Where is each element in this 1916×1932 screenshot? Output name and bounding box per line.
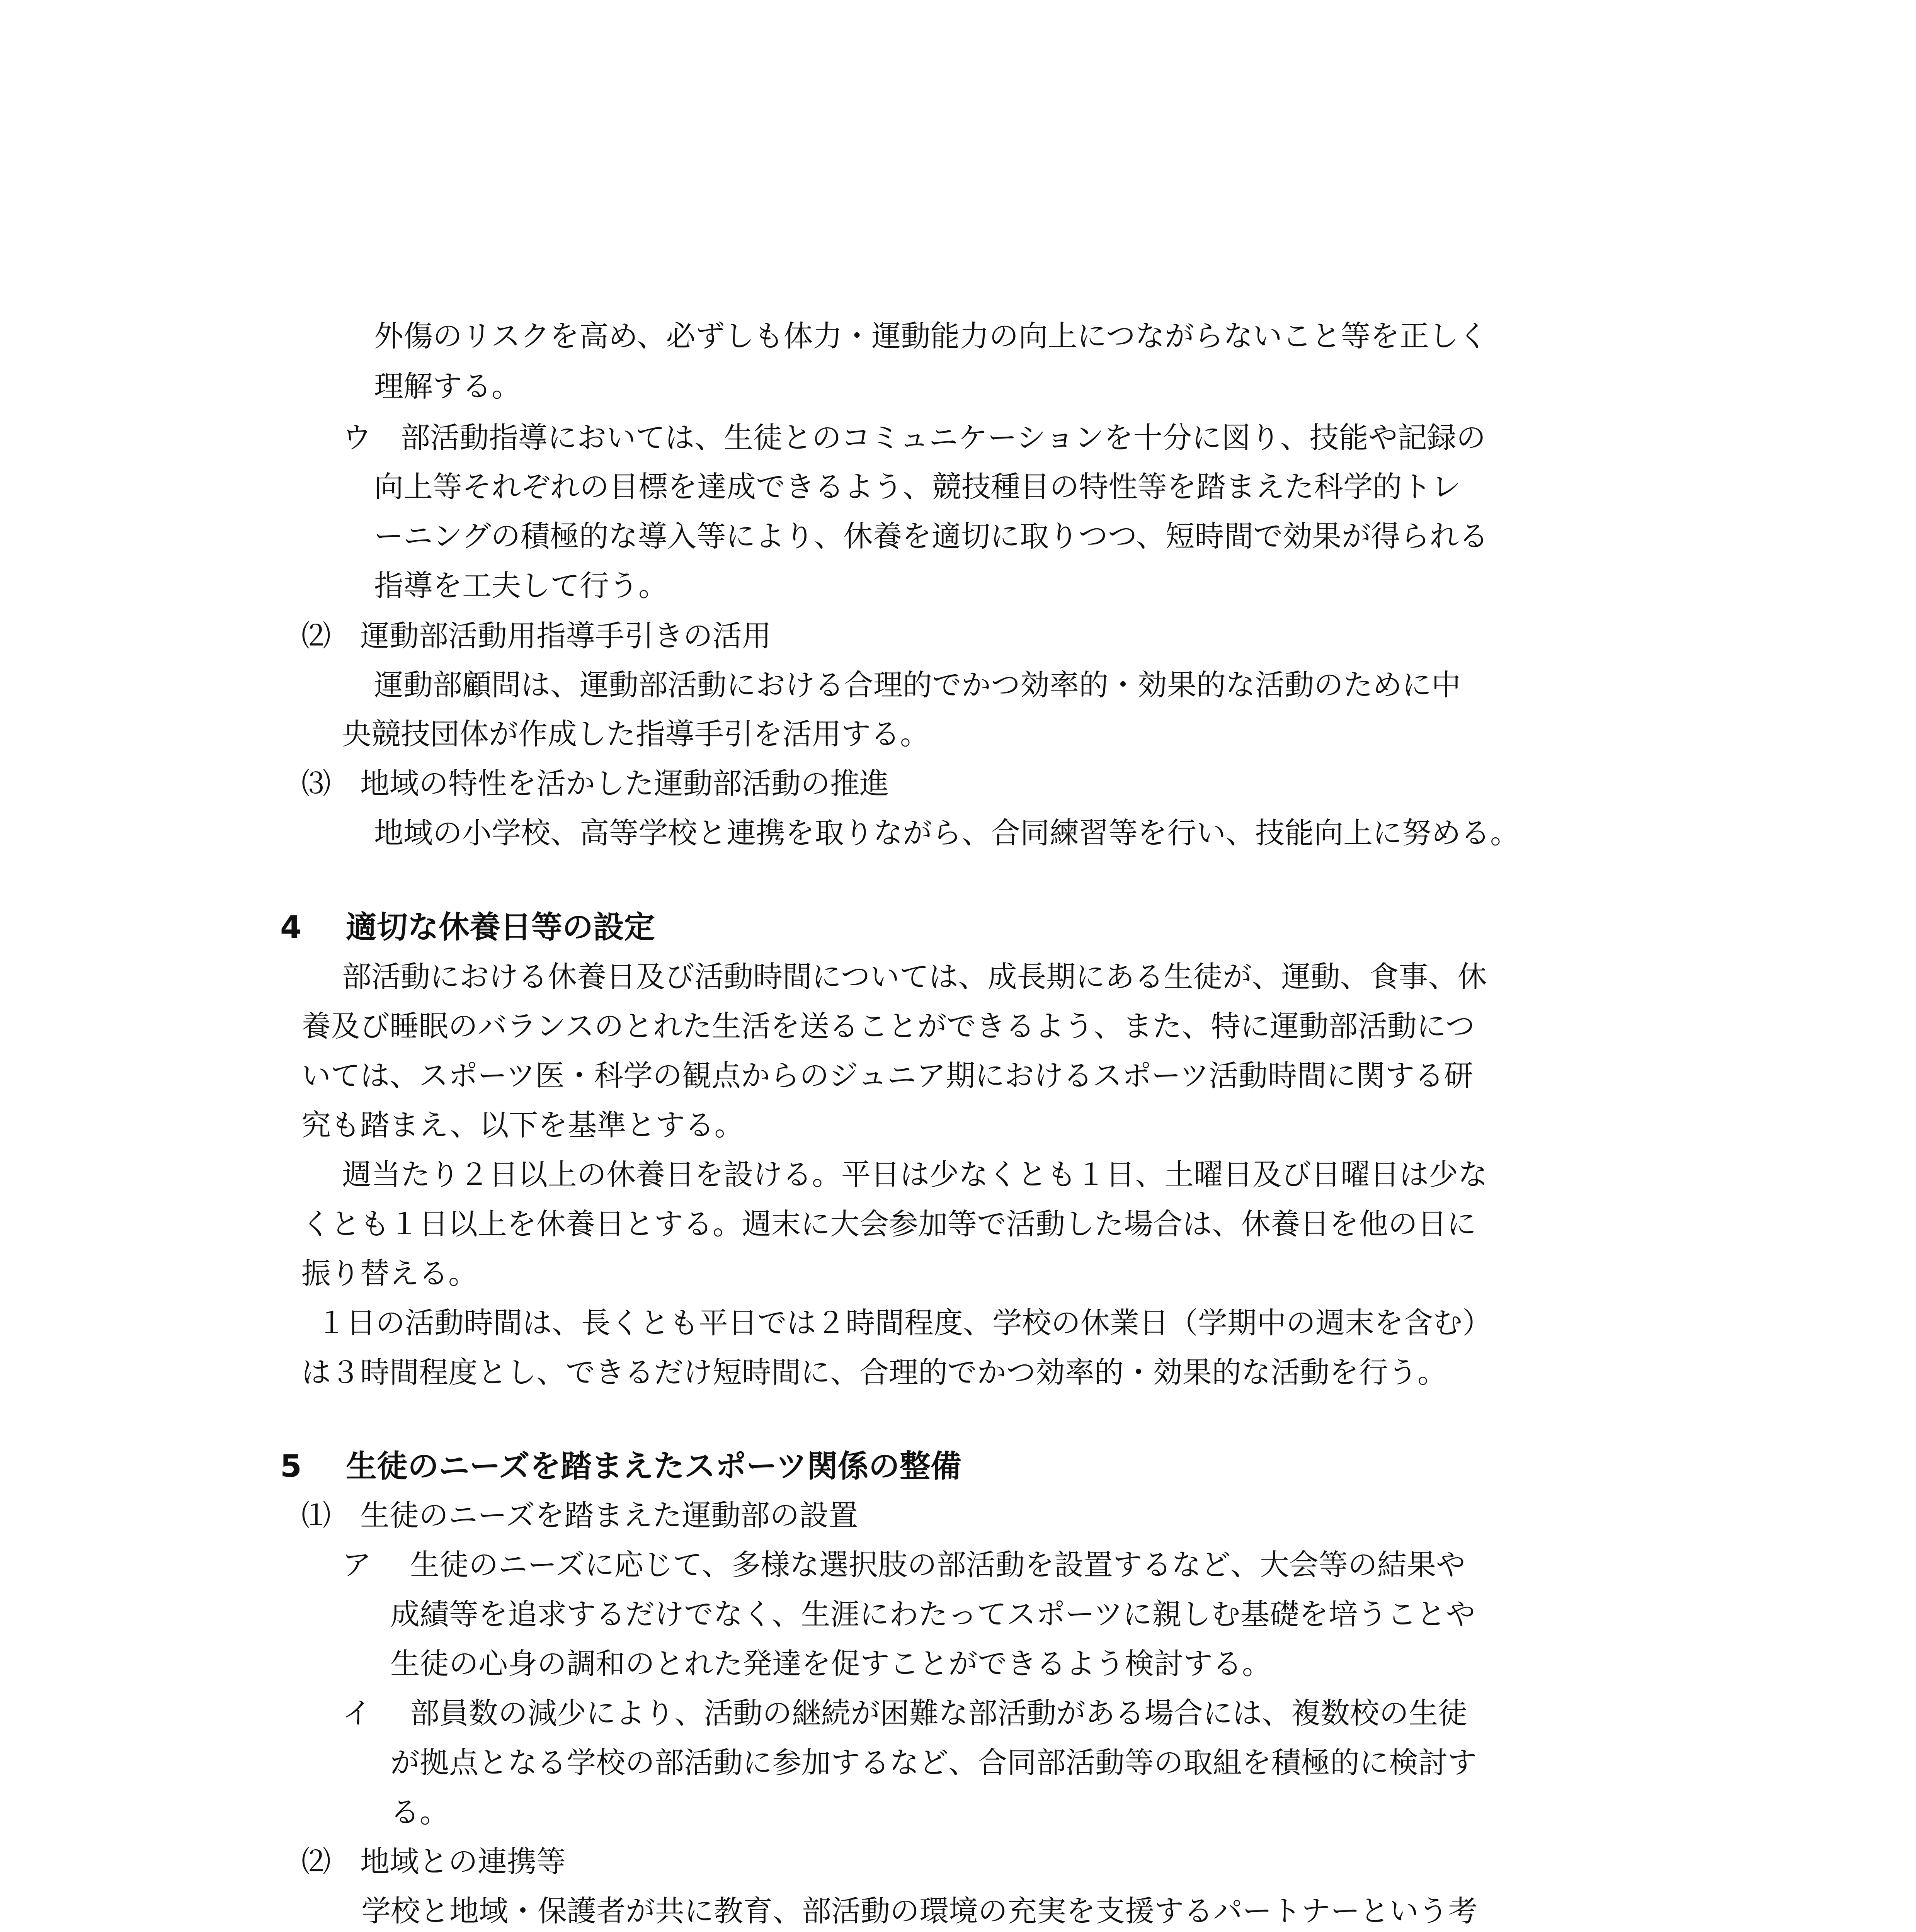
- paragraph-line: 養及び睡眠のバランスのとれた生活を送ることができるよう、また、特に運動部活動につ: [301, 1009, 1475, 1043]
- list-item-i: イ 部員数の減少により、活動の継続が困難な部活動がある場合には、複数校の生徒: [342, 1696, 1468, 1730]
- list-item-a: ア 生徒のニーズに応じて、多様な選択肢の部活動を設置するなど、大会等の結果や: [342, 1548, 1465, 1582]
- paragraph-line: 向上等それぞれの目標を達成できるよう、競技種目の特性等を踏まえた科学的トレ: [374, 469, 1461, 504]
- paragraph-line: 理解する。: [374, 369, 521, 403]
- paragraph-line: が拠点となる学校の部活動に参加するなど、合同部活動等の取組を積極的に検討す: [390, 1745, 1477, 1780]
- paragraph-line: １日の活動時間は、長くとも平日では２時間程度、学校の休業日（学期中の週末を含む）: [317, 1306, 1492, 1340]
- paragraph-line: 成績等を追求するだけでなく、生涯にわたってスポーツに親しむ基礎を培うことや: [390, 1597, 1475, 1631]
- paragraph-line: は３時間程度とし、できるだけ短時間に、合理的でかつ効率的・効果的な活動を行う。: [301, 1355, 1447, 1389]
- paragraph-line: 部活動における休養日及び活動時間については、成長期にある生徒が、運動、食事、休: [342, 959, 1487, 994]
- paragraph-line: 央競技団体が作成した指導手引を活用する。: [342, 717, 929, 751]
- section-title: 生徒のニーズを踏まえたスポーツ関係の整備: [346, 1448, 961, 1484]
- paragraph-line: 究も踏まえ、以下を基準とする。: [301, 1108, 744, 1142]
- paragraph-line: 学校と地域・保護者が共に教育、部活動の環境の充実を支援するパートナーという考: [361, 1894, 1477, 1928]
- subsection-heading: ⑵ 地域との連携等: [301, 1844, 566, 1879]
- paragraph-line: 地域の小学校、高等学校と連携を取りながら、合同練習等を行い、技能向上に努める。: [374, 816, 1520, 850]
- paragraph-line: くとも１日以上を休養日とする。週末に大会参加等で活動した場合は、休養日を他の日に: [301, 1207, 1476, 1241]
- paragraph-line: 指導を工夫して行う。: [374, 568, 668, 603]
- paragraph-line: る。: [390, 1795, 449, 1829]
- paragraph-line: ーニングの積極的な導入等により、休養を適切に取りつつ、短時間で効果が得られる: [374, 519, 1489, 553]
- paragraph-line: 運動部顧問は、運動部活動における合理的でかつ効率的・効果的な活動のために中: [374, 668, 1461, 702]
- paragraph-line: 振り替える。: [301, 1256, 478, 1291]
- subsection-heading: ⑶ 地域の特性を活かした運動部活動の推進: [301, 766, 889, 801]
- section-number: 5: [280, 1448, 302, 1484]
- subsection-heading: ⑵ 運動部活動用指導手引きの活用: [301, 619, 771, 653]
- paragraph-line: 週当たり２日以上の休養日を設ける。平日は少なくとも１日、土曜日及び日曜日は少な: [342, 1157, 1487, 1192]
- paragraph-line: 外傷のリスクを高め、必ずしも体力・運動能力の向上につながらないこと等を正しく: [374, 319, 1488, 353]
- paragraph-line: 生徒の心身の調和のとれた発達を促すことができるよう検討する。: [390, 1646, 1271, 1681]
- section-number: 4: [280, 909, 302, 945]
- section-title: 適切な休養日等の設定: [346, 909, 655, 945]
- paragraph-line: いては、スポーツ医・科学の観点からのジュニア期におけるスポーツ活動時間に関する研: [301, 1058, 1474, 1093]
- subsection-heading: ⑴ 生徒のニーズを踏まえた運動部の設置: [301, 1498, 858, 1532]
- list-item-u: ウ 部活動指導においては、生徒とのコミュニケーションを十分に図り、技能や記録の: [342, 420, 1486, 455]
